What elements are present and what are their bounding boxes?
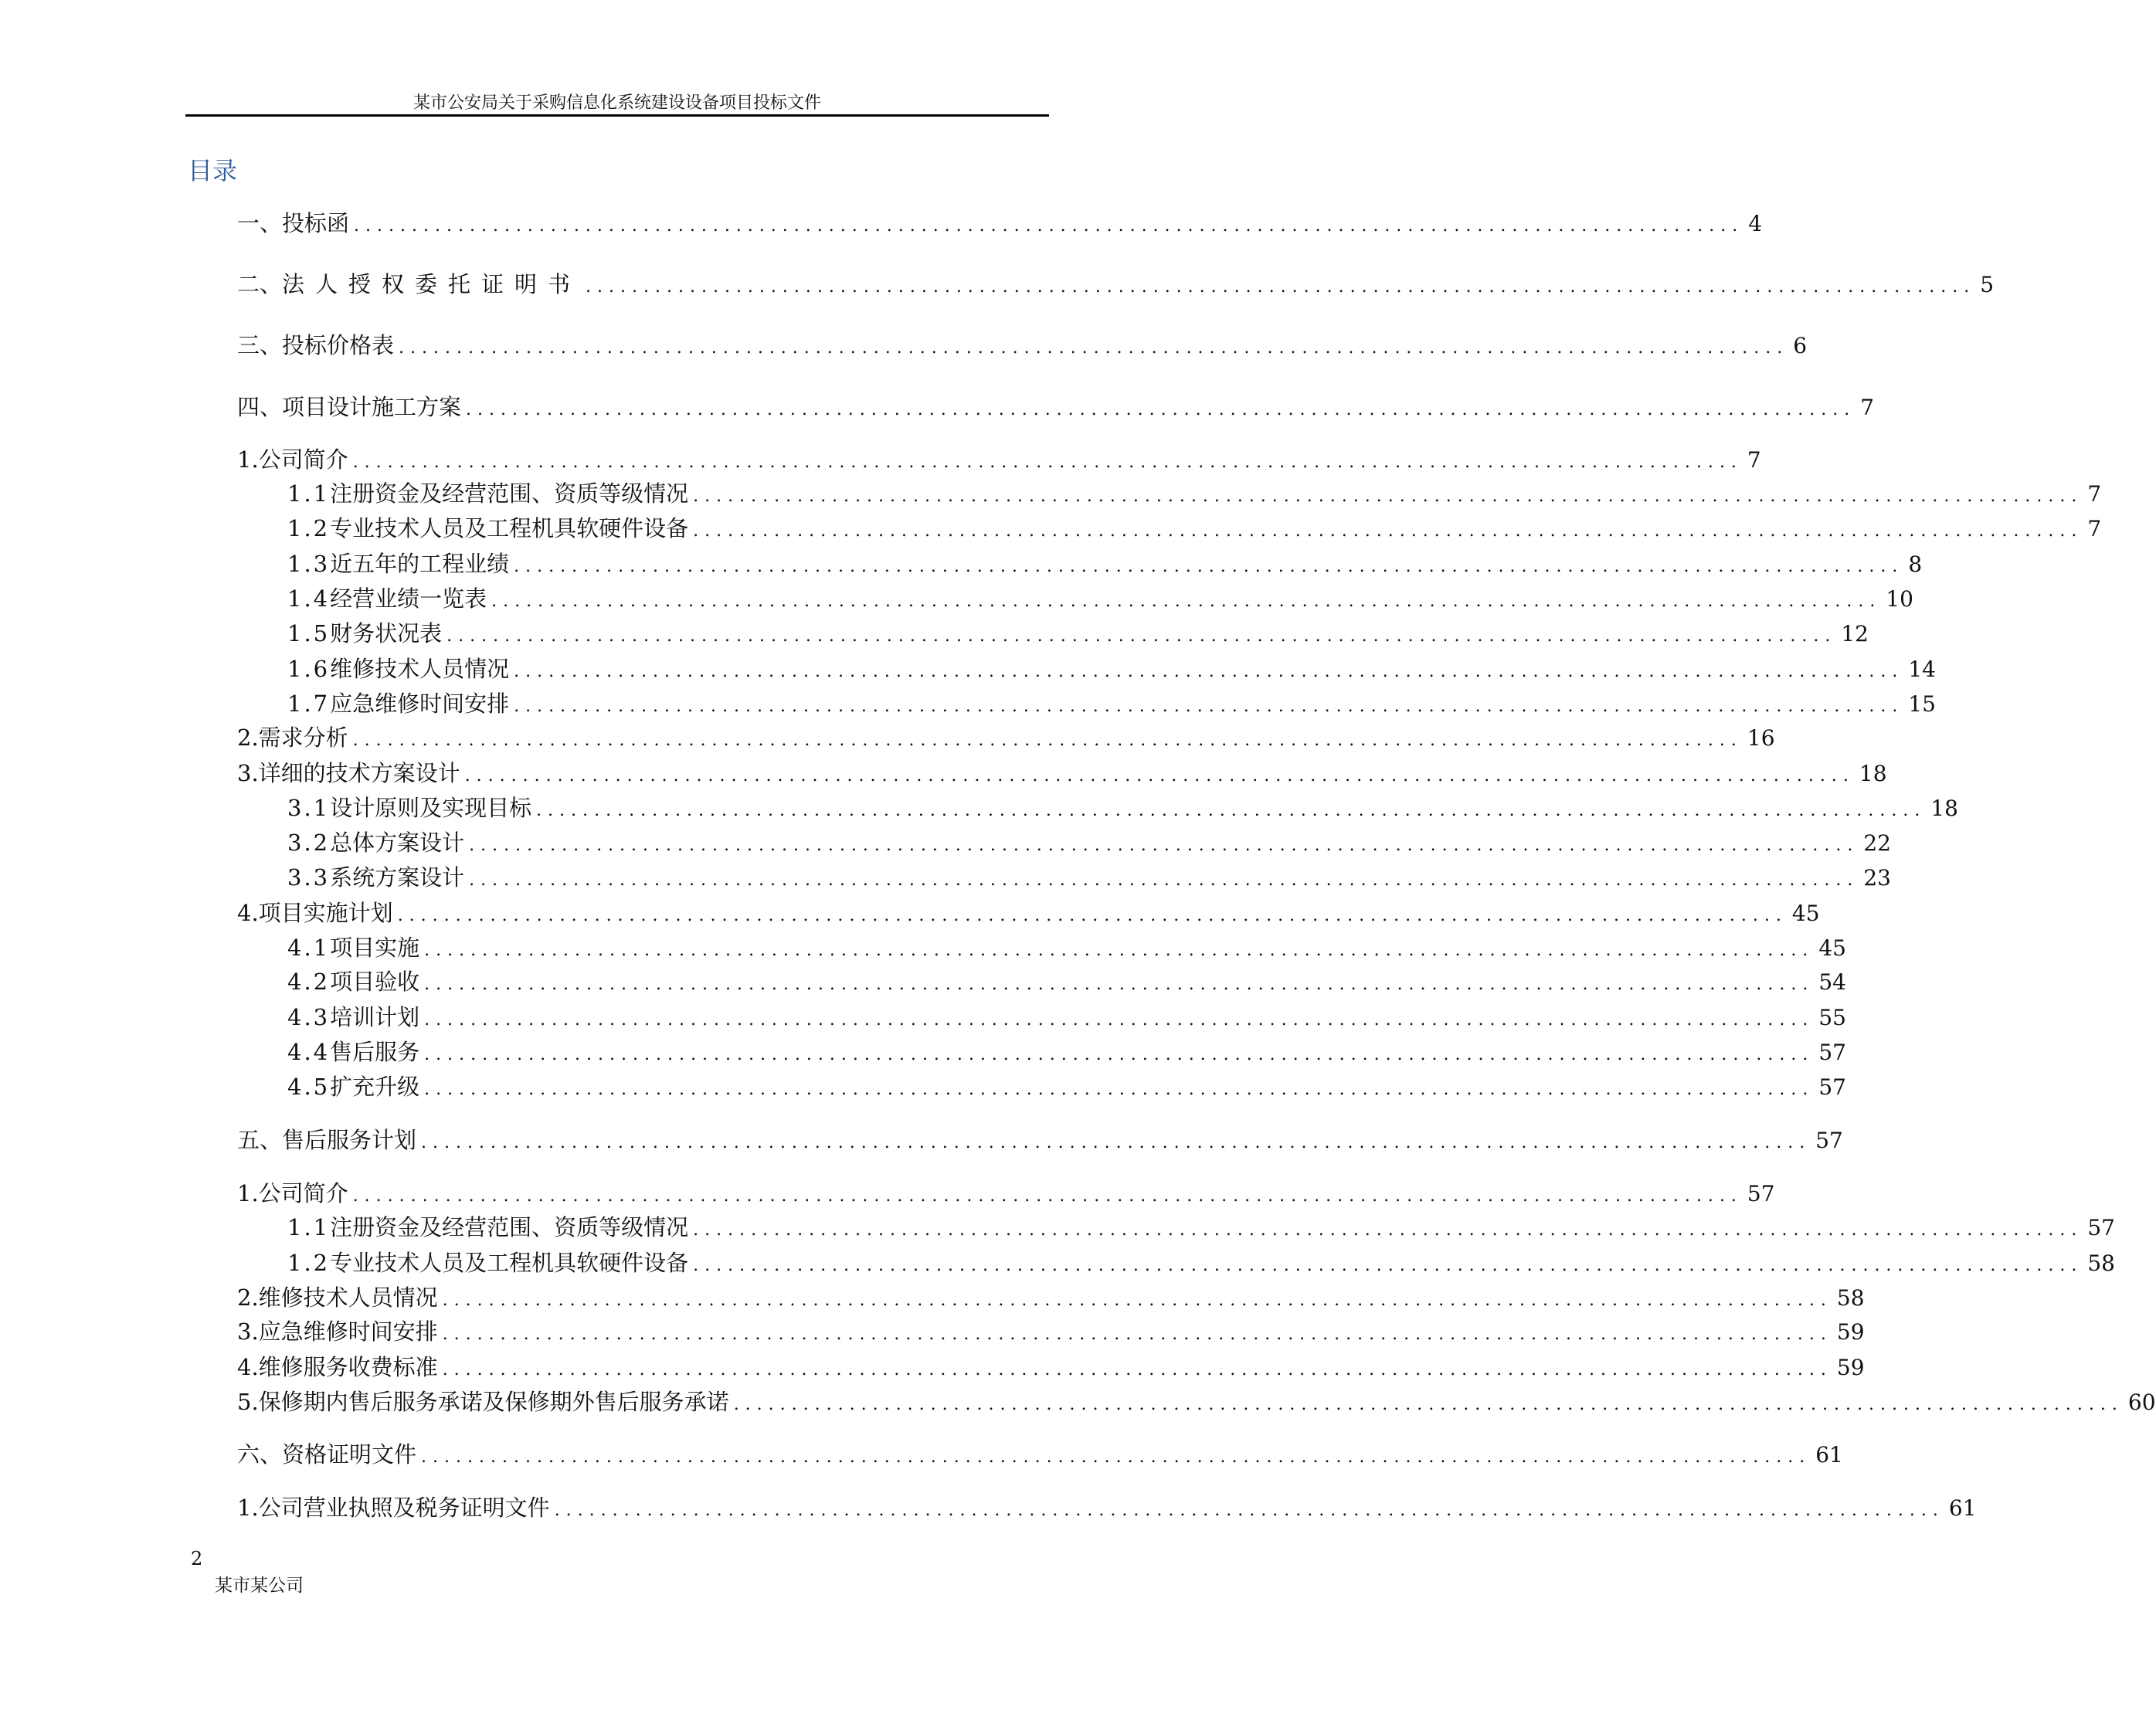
dot-leader: ........................................................................................................................ [514,662,1904,681]
toc-entry-text: 培训计划 [330,1004,420,1030]
toc-entry-text: 售后服务 [330,1039,420,1065]
toc-entry-number: 3.1 [287,795,331,821]
toc-entry-text: 应急维修时间安排 [258,1318,438,1345]
toc-entry-number: 二、 [237,271,283,297]
dot-leader: ........................................................................................................................ [693,521,2083,541]
dot-leader: ........................................................................................................................ [514,557,1904,576]
page-number: 2 [191,1548,203,1569]
dot-leader: ........................................................................................................................ [352,731,1743,750]
toc-entry-number: 2. [237,1284,259,1311]
toc-entry[interactable] [287,690,1936,721]
toc-entry-number: 1.2 [287,515,331,541]
dot-leader: ........................................................................................................................ [586,277,1976,297]
toc-entry-page: 7 [2087,481,2102,507]
toc-entry[interactable] [287,514,2102,545]
dot-leader: ........................................................................................................................ [466,400,1856,419]
toc-entry-page: 57 [1818,1040,1846,1065]
dot-leader: ........................................................................................................................ [464,766,1855,786]
toc-entry-number: 2. [237,724,259,751]
toc-entry-text: 注册资金及经营范围、资质等级情况 [330,480,689,507]
toc-entry-text: 维修服务收费标准 [258,1354,438,1380]
toc-entry[interactable] [237,331,1808,362]
toc-entry-page: 10 [1886,586,1913,612]
toc-entry-page: 4 [1748,211,1763,236]
toc-entry-number: 1.2 [287,1250,331,1276]
toc-entry-page: 59 [1836,1355,1865,1380]
toc-entry-text: 项目验收 [330,969,420,995]
toc-entry-number: 六、 [237,1441,283,1468]
toc-entry-page: 57 [1747,1181,1775,1206]
toc-entry-number: 三、 [237,332,283,358]
dot-leader: ........................................................................................................................ [469,836,1859,855]
toc-entry-page: 45 [1818,935,1846,961]
footer-company: 某市某公司 [215,1576,304,1596]
toc-entry-text: 公司营业执照及税务证明文件 [258,1495,550,1521]
toc-entry[interactable] [237,1179,1775,1210]
toc-entry-page: 60 [2127,1390,2156,1415]
dot-leader: ........................................................................................................................ [491,592,1882,611]
toc-entry-number: 4.3 [287,1004,331,1030]
toc-entry-number: 4. [237,1354,259,1380]
toc-entry-page: 12 [1841,621,1869,646]
toc-entry[interactable] [287,829,1891,860]
toc-entry-page: 16 [1747,725,1775,751]
toc-entry[interactable] [287,934,1846,965]
toc-entry[interactable] [237,446,1761,477]
toc-entry[interactable] [287,480,2102,511]
dot-leader: ........................................................................................................................ [693,1256,2083,1275]
toc-entry-number: 1. [237,1180,259,1206]
toc-entry-page: 14 [1908,657,1936,682]
toc-entry-text: 经营业绩一览表 [330,585,487,612]
toc-entry[interactable] [237,270,1995,301]
toc-entry-text: 专业技术人员及工程机具软硬件设备 [330,515,689,541]
toc-entry-number: 1. [237,1495,259,1521]
toc-entry-page: 57 [1815,1128,1843,1153]
toc-entry-number: 1.1 [287,1214,331,1240]
toc-entry-page: 6 [1793,333,1808,358]
toc-entry-page: 22 [1863,830,1891,856]
toc-entry-page: 5 [1980,272,1995,297]
toc-entry-number: 4.2 [287,969,331,995]
toc-entry-text: 需求分析 [258,724,348,751]
toc-entry-page: 55 [1818,1005,1846,1030]
toc-entry[interactable] [237,1388,2156,1419]
toc-entry-number: 1.4 [287,585,331,612]
toc-entry-text: 法人授权委托证明书 [282,271,582,297]
dot-leader: ........................................................................................................................ [442,1360,1832,1379]
toc-entry-text: 项目实施计划 [258,900,393,926]
toc-entry-text: 注册资金及经营范围、资质等级情况 [330,1214,689,1240]
toc-entry[interactable] [287,1213,2115,1244]
toc-entry-number: 3.3 [287,864,331,891]
toc-entry-number: 一、 [237,210,283,236]
toc-entry-text: 公司简介 [258,446,348,473]
toc-entry-page: 58 [1836,1285,1865,1311]
toc-entry[interactable] [287,655,1936,686]
toc-entry[interactable] [287,968,1846,999]
toc-entry-page: 7 [1860,395,1875,420]
dot-leader: ........................................................................................................................ [424,1010,1815,1030]
toc-entry-text: 扩充升级 [330,1074,420,1100]
toc-entry-number: 1.5 [287,620,331,646]
toc-title: 目录 [188,156,238,185]
toc-entry[interactable] [287,1249,2115,1280]
toc-entry[interactable] [287,619,1869,650]
dot-leader: ........................................................................................................................ [446,626,1837,646]
toc-entry[interactable] [287,550,1923,581]
dot-leader: ........................................................................................................................ [354,216,1744,236]
toc-entry[interactable] [237,209,1763,240]
toc-entry-text: 售后服务计划 [282,1127,417,1153]
dot-leader: ........................................................................................................................ [352,1186,1743,1206]
dot-leader: ........................................................................................................................ [469,870,1859,890]
toc-entry-number: 1.1 [287,480,331,507]
dot-leader: ........................................................................................................................ [424,1045,1815,1064]
toc-entry-number: 五、 [237,1127,283,1153]
toc-entry-number: 4.1 [287,935,331,961]
dot-leader: ........................................................................................................................ [352,453,1743,472]
page-header: 某市公安局关于采购信息化系统建设设备项目投标文件 [413,93,821,113]
toc-entry[interactable] [287,864,1891,894]
toc-entry[interactable] [287,794,1958,825]
toc-entry-page: 23 [1863,865,1891,891]
dot-leader: ........................................................................................................................ [424,975,1815,994]
toc-entry[interactable] [287,585,1913,616]
toc-entry[interactable] [237,1440,1843,1471]
toc-entry-text: 设计原则及实现目标 [330,795,532,821]
toc-entry[interactable] [287,1073,1846,1104]
dot-leader: ........................................................................................................................ [399,338,1789,358]
dot-leader: ........................................................................................................................ [421,1133,1811,1152]
dot-leader: ........................................................................................................................ [536,801,1927,820]
dot-leader: ........................................................................................................................ [693,487,2083,506]
toc-entry-text: 详细的技术方案设计 [258,760,460,786]
toc-entry-number: 3. [237,760,259,786]
toc-entry[interactable] [237,1318,1865,1349]
toc-entry-number: 1.6 [287,656,331,682]
header-divider [185,114,1049,117]
toc-entry-text: 保修期内售后服务承诺及保修期外售后服务承诺 [258,1389,729,1415]
toc-entry[interactable] [237,393,1875,424]
toc-entry-text: 维修技术人员情况 [258,1284,438,1311]
dot-leader: ........................................................................................................................ [693,1220,2083,1240]
toc-entry[interactable] [287,1003,1846,1034]
toc-entry[interactable] [237,759,1887,790]
toc-entry-number: 四、 [237,394,283,420]
dot-leader: ........................................................................................................................ [514,697,1904,716]
toc-entry-text: 总体方案设计 [330,830,465,856]
dot-leader: ........................................................................................................................ [442,1325,1832,1344]
dot-leader: ........................................................................................................................ [442,1291,1832,1310]
toc-entry-page: 59 [1836,1319,1865,1345]
toc-entry-page: 57 [2087,1215,2115,1240]
toc-entry[interactable] [287,1038,1846,1069]
toc-entry[interactable] [237,899,1820,930]
toc-entry-number: 1.7 [287,691,331,717]
toc-entry-page: 45 [1791,901,1820,926]
toc-entry-text: 投标价格表 [282,332,395,358]
toc-entry-number: 4.4 [287,1039,331,1065]
toc-entry-text: 项目设计施工方案 [282,394,462,420]
toc-entry-page: 57 [1818,1074,1846,1100]
toc-entry[interactable] [237,1126,1843,1157]
dot-leader: ........................................................................................................................ [397,906,1788,925]
toc-entry-number: 3.2 [287,830,331,856]
toc-entry-page: 7 [2087,516,2102,541]
dot-leader: ........................................................................................................................ [554,1501,1944,1520]
toc-entry-page: 15 [1908,691,1936,717]
toc-entry-text: 维修技术人员情况 [330,656,510,682]
toc-entry-text: 资格证明文件 [282,1441,417,1468]
toc-entry[interactable] [237,1353,1865,1384]
toc-entry-text: 专业技术人员及工程机具软硬件设备 [330,1250,689,1276]
toc-entry-number: 5. [237,1389,259,1415]
toc-entry-text: 公司简介 [258,1180,348,1206]
toc-entry-page: 7 [1747,447,1761,473]
toc-entry-page: 18 [1930,796,1958,821]
toc-entry-number: 1.3 [287,551,331,577]
toc-entry-page: 8 [1908,551,1923,577]
dot-leader: ........................................................................................................................ [424,1080,1815,1099]
toc-entry-text: 系统方案设计 [330,864,465,891]
toc-entry-text: 财务状况表 [330,620,443,646]
toc-entry[interactable] [237,724,1775,755]
toc-entry-text: 投标函 [282,210,350,236]
toc-entry-page: 54 [1818,969,1846,995]
toc-entry-number: 4. [237,900,259,926]
toc-entry-page: 61 [1815,1442,1843,1468]
toc-entry-page: 18 [1859,761,1887,786]
toc-entry[interactable] [237,1284,1865,1315]
toc-entry-text: 应急维修时间安排 [330,691,510,717]
toc-entry-number: 3. [237,1318,259,1345]
dot-leader: ........................................................................................................................ [421,1447,1811,1467]
toc-entry[interactable] [237,1494,1977,1525]
dot-leader: ........................................................................................................................ [733,1395,2124,1414]
toc-entry-number: 1. [237,446,259,473]
toc-entry-text: 项目实施 [330,935,420,961]
toc-entry-page: 61 [1948,1495,1977,1521]
toc-entry-text: 近五年的工程业绩 [330,551,510,577]
toc-entry-number: 4.5 [287,1074,331,1100]
dot-leader: ........................................................................................................................ [424,941,1815,960]
toc-entry-page: 58 [2087,1250,2115,1276]
